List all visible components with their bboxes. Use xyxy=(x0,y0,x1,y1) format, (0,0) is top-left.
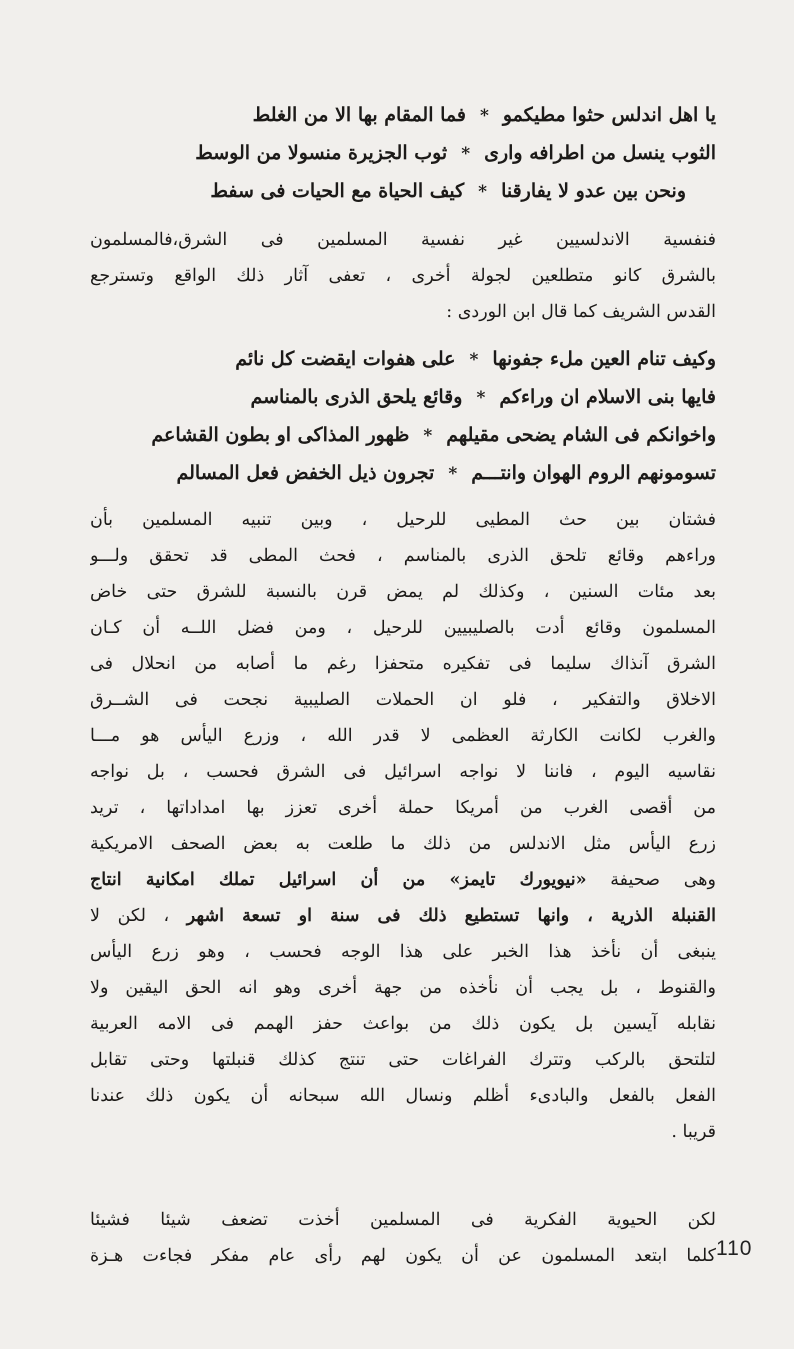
text-line: والغرب لكانت الكارثة العظمى لا قدر الله ، وزرع اليأس هو مـــا xyxy=(90,726,716,746)
verse-hemistich-first: الثوب ينسل من اطرافه وارى xyxy=(484,142,716,164)
bold-text-run: «نيويورك تايمز» من أن اسرائيل تملك امكانية انتاج xyxy=(90,870,587,890)
verse-separator-star: * xyxy=(469,350,479,370)
text-line xyxy=(90,862,716,898)
text-run: ، لكن لا xyxy=(90,906,187,926)
page-number: 110 xyxy=(716,1237,753,1260)
text-line: فشتان بين حث المطيى للرحيل ، وبين تنبيه المسلمين بأن xyxy=(90,510,716,530)
verse-line xyxy=(210,172,686,210)
text-line: والقنوط ، بل يجب أن نأخذه من جهة أخرى وهو انه الحق اليقين ولا xyxy=(90,978,716,998)
text-line: وراءهم وقائع تلحق الذرى بالمناسم ، فحث المطى قد تحقق ولـــو xyxy=(90,546,716,566)
verse-hemistich-second: تجرون ذيل الخفض فعل المسالم xyxy=(176,462,435,484)
verse-hemistich-first: واخوانكم فى الشام يضحى مقيلهم xyxy=(446,424,716,446)
verse-line xyxy=(195,134,716,172)
text-line: ينبغى أن نأخذ هذا الخبر على هذا الوجه فحسب ، وهو زرع اليأس xyxy=(90,942,716,962)
verse-hemistich-second: وقائع يلحق الذرى بالمناسم xyxy=(250,386,463,408)
text-line: فنفسية الاندلسيين غير نفسية المسلمين فى الشرق،فالمسلمون xyxy=(90,230,716,250)
verse-separator-star: * xyxy=(448,464,458,484)
text-run: وهى صحيفة xyxy=(586,870,716,890)
verse-line xyxy=(151,416,716,454)
verse-hemistich-second: ظهور المذاكى او بطون القشاعم xyxy=(151,424,410,446)
text-line: نقابله آيسين بل يكون ذلك من بواعث حفز الهمم فى الامه العربية xyxy=(90,1014,716,1034)
verse-block-1 xyxy=(90,96,716,210)
text-line: من أقصى الغرب من أمريكا حملة أخرى تعزز بها امداداتها ، تريد xyxy=(90,798,716,818)
verse-separator-star: * xyxy=(478,182,488,202)
verse-separator-star: * xyxy=(476,388,486,408)
text-line: كلما ابتعد المسلمون عن أن يكون لهم رأى عام مفكر فجاءت هـزة xyxy=(90,1246,716,1266)
paragraph-1 xyxy=(90,222,716,330)
text-line: بعد مئات السنين ، وكذلك لم يمض قرن بالنسبة للشرق حتى خاض xyxy=(90,582,716,602)
verse-hemistich-second: ثوب الجزيرة منسولا من الوسط xyxy=(195,142,448,164)
verse-separator-star: * xyxy=(423,426,433,446)
verse-hemistich-first: تسومونهم الروم الهوان وانتـــم xyxy=(471,462,716,484)
verse-hemistich-second: كيف الحياة مع الحيات فى سفط xyxy=(210,180,465,202)
text-line: نقاسيه اليوم ، فاننا لا نواجه اسرائيل فى الشرق فحسب ، بل نواجه xyxy=(90,762,716,782)
verse-hemistich-second: على هفوات ايقضت كل نائم xyxy=(235,348,456,370)
text-line: قريبا . xyxy=(671,1122,716,1142)
paragraph-2 xyxy=(90,502,716,1152)
bold-text-run: القنبلة الذرية ، وانها تستطيع ذلك فى سنة او تسعة اشهر xyxy=(186,906,716,926)
verse-line xyxy=(250,378,716,416)
verse-separator-star: * xyxy=(479,106,489,126)
verse-line xyxy=(176,454,716,492)
text-line: المسلمون وقائع أدت بالصليبيين للرحيل ، ومن فضل اللــه أن كـان xyxy=(90,618,716,638)
text-line: لتلتحق بالركب وتترك الفراغات حتى تنتج كذلك قنبلتها وحتى تقابل xyxy=(90,1050,716,1070)
verse-hemistich-first: يا اهل اندلس حثوا مطيكمو xyxy=(502,104,716,126)
verse-hemistich-second: فما المقام بها الا من الغلط xyxy=(252,104,466,126)
verse-hemistich-first: ونحن بين عدو لا يفارقنا xyxy=(501,180,686,202)
paragraph-3 xyxy=(90,1202,716,1278)
verse-hemistich-first: وكيف تنام العين مل‌ء جفونها xyxy=(492,348,716,370)
text-line xyxy=(90,898,716,934)
verse-separator-star: * xyxy=(461,144,471,164)
text-line: بالشرق كانو متطلعين لجولة أخرى ، تعفى آثار ذلك الواقع وتسترجع xyxy=(90,266,716,286)
text-line: زرع اليأس مثل الاندلس من ذلك ما طلعت به بعض الصحف الامريكية xyxy=(90,834,716,854)
verse-line xyxy=(253,96,716,134)
text-line: الشرق آنذاك سليما فى تفكيره متحفزا رغم ما أصابه من انحلال فى xyxy=(90,654,716,674)
text-line: القدس الشريف كما قال ابن الوردى : xyxy=(446,302,716,322)
text-line: لكن الحيوية الفكرية فى المسلمين أخذت تضعف شيئا فشيئا xyxy=(90,1210,716,1230)
verse-line xyxy=(235,340,716,378)
verse-hemistich-first: فايها بنى الاسلام ان وراءكم xyxy=(499,386,716,408)
verse-block-2 xyxy=(90,340,716,492)
text-line: الفعل بالفعل والبادىء أظلم ونسال الله سبحانه أن يكون ذلك عندنا xyxy=(90,1086,716,1106)
text-line: الاخلاق والتفكير ، فلو ان الحملات الصليبية نجحت فى الشــرق xyxy=(90,690,716,710)
